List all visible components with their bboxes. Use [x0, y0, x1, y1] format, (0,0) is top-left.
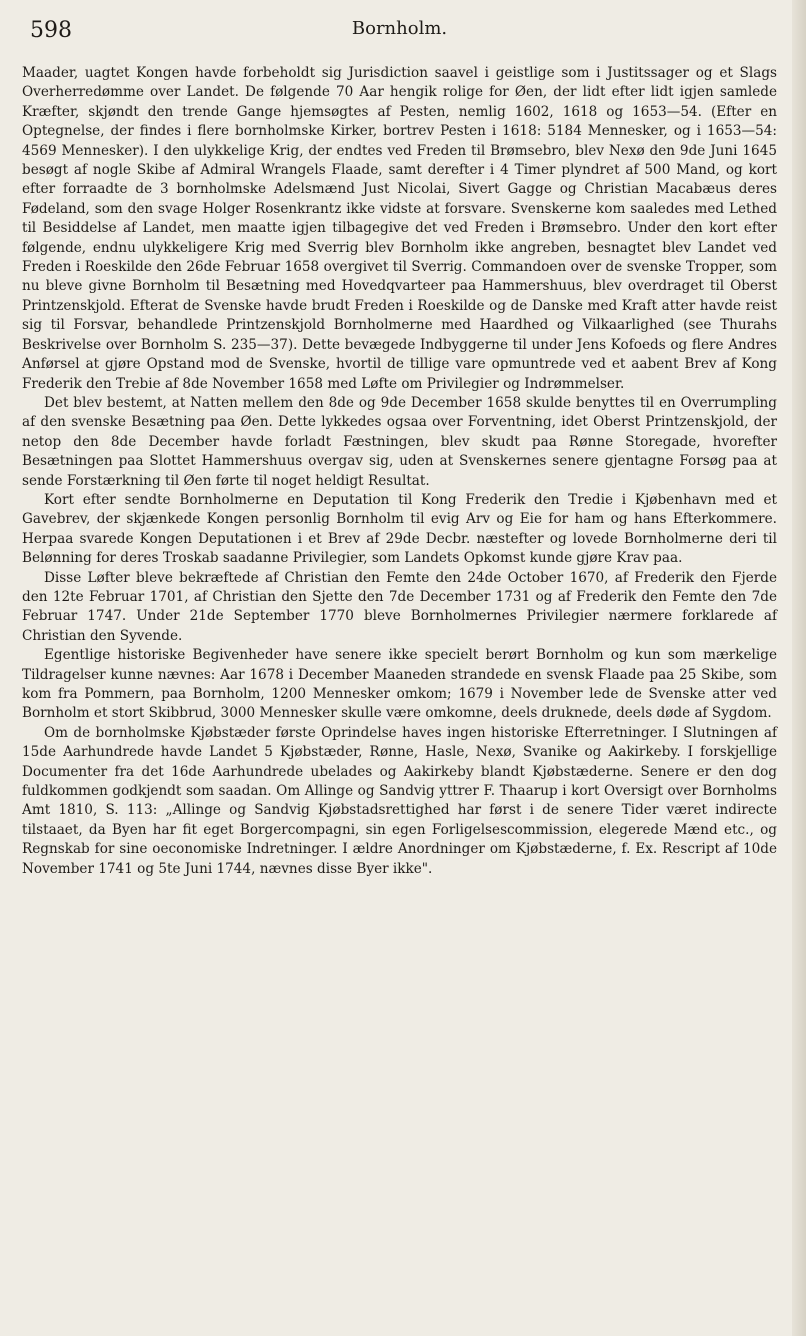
page-header — [22, 14, 777, 46]
paragraph: Kort efter sendte Bornholmerne en Deputation til Kong Frederik den Tredie i Kjøbenhavn med et Gavebrev, der skjænkede Kongen personlig Bornholm til evig Arv og Eie for ham og hans Efterkommere. Herpaa svarede Kongen Deputationen i et Brev af 29de Decbr. næstefter og lovede Bornholmerne deri til Belønning for deres Troskab saadanne Privilegier, som Landets Opkomst kunde gjøre Krav paa. — [22, 491, 777, 567]
paragraph: Det blev bestemt, at Natten mellem den 8de og 9de December 1658 skulde benyttes til en Overrumpling af den svenske Besætning paa Øen. Dette lykkedes ogsaa over Forventning, idet Oberst Printzenskjold, der netop den 8de December havde forladt Fæstningen, blev skudt paa Rønne Storegade, hvorefter Besætningen paa Slottet Hammershuus overgav sig, uden at Svenskernes senere gjentagne Forsøg paa at sende Forstærkning til Øen førte til noget heldigt Resultat. — [22, 394, 777, 489]
running-head: Bornholm. — [351, 18, 448, 39]
page-number: 598 — [30, 18, 72, 43]
page-edge-shadow — [792, 0, 806, 1336]
paragraph: Maader, uagtet Kongen havde forbeholdt sig Jurisdiction saavel i geistlige som i Justitssager og et Slags Overherredømme over Landet. De følgende 70 Aar hengik rolige for Øen, der lidt efter lidt igjen samlede Kræfter, skjøndt den trende Gange hjemsøgtes af Pesten, nemlig 1602, 1618 og 1653—54. (Efter en Optegnelse, der findes i flere bornholmske Kirker, bortrev Pesten i 1618: 5184 Mennesker, og i 1653—54: 4569 Mennesker). I den ulykkelige Krig, der endtes ved Freden til Brømsebro, blev Nexø den 9de Juni 1645 besøgt af nogle Skibe af Admiral Wrangels Flaade, samt derefter i 4 Timer plyndret af 500 Mand, og kort efter forraadte de 3 bornholmske Adelsmænd Just Nicolai, Sivert Gagge og Christian Macabæus deres Fødeland, som den svage Holger Rosenkrantz ikke vidste at forsvare. Svenskerne kom saaledes med Lethed til Besiddelse af Landet, men maatte igjen tilbagegive det ved Freden i Brømsebro. Under den kort efter følgende, endnu ulykkeligere Krig med Sverrig blev Bornholm ikke angreben, besnagtet blev Landet ved Freden i Roeskilde den 26de Februar 1658 overgivet til Sverrig. Commandoen over de svenske Tropper, som nu bleve givne Bornholm til Besætning med Hovedqvarteer paa Hammershuus, blev overdraget til Oberst Printzenskjold. Efterat de Svenske havde brudt Freden i Roeskilde og de Danske med Kraft atter havde reist sig til Forsvar, behandlede Printzenskjold Bornholmerne med Haardhed og Vilkaarlighed (see Thurahs Beskrivelse over Bornholm S. 235—37). Dette bevægede Indbyggerne til under Jens Kofoeds og flere Andres Anførsel at gjøre Opstand mod de Svenske, hvortil de tillige vare opmuntrede ved et aabent Brev af Kong Frederik den Trebie af 8de November 1658 med Løfte om Privilegier og Indrømmelser. — [22, 65, 777, 392]
book-page — [22, 14, 777, 879]
paragraph: Egentlige historiske Begivenheder have senere ikke specielt berørt Bornholm og kun som mærkelige Tildragelser kunne nævnes: Aar 1678 i December Maaneden strandede en svensk Flaade paa 25 Skibe, som kom fra Pommern, paa Bornholm, 1200 Mennesker omkom; 1679 i November lede de Svenske atter ved Bornholm et stort Skibbrud, 3000 Mennesker skulle være omkomne, deels druknede, deels døde af Sygdom. — [22, 647, 777, 722]
body-text — [22, 64, 777, 879]
paragraph: Disse Løfter bleve bekræftede af Christian den Femte den 24de October 1670, af Frederik den Fjerde den 12te Februar 1701, af Christian den Sjette den 7de December 1731 og af Frederik den Femte den 7de Februar 1747. Under 21de September 1770 bleve Bornholmernes Privilegier nærmere forklarede af Christian den Syvende. — [22, 569, 777, 644]
paragraph: Om de bornholmske Kjøbstæder første Oprindelse haves ingen historiske Efterretninger. I Slutningen af 15de Aarhundrede havde Landet 5 Kjøbstæder, Rønne, Hasle, Nexø, Svanike og Aakirkeby. I forskjellige Documenter fra det 16de Aarhundrede ubelades og Aakirkeby blandt Kjøbstæderne. Senere er den dog fuldkommen godkjendt som saadan. Om Allinge og Sandvig yttrer F. Thaarup i kort Oversigt over Bornholms Amt 1810, S. 113: „Allinge og Sandvig Kjøbstadsrettighed har først i de senere Tider været indirecte tilstaaet, da Byen har fit eget Borgercompagni, sin egen Forligelsescommission, elegerede Mænd etc., og Regnskab for sine oeconomiske Indretninger. I ældre Anordninger om Kjøbstæderne, f. Ex. Rescript af 10de November 1741 og 5te Juni 1744, nævnes disse Byer ikke". — [22, 724, 777, 877]
